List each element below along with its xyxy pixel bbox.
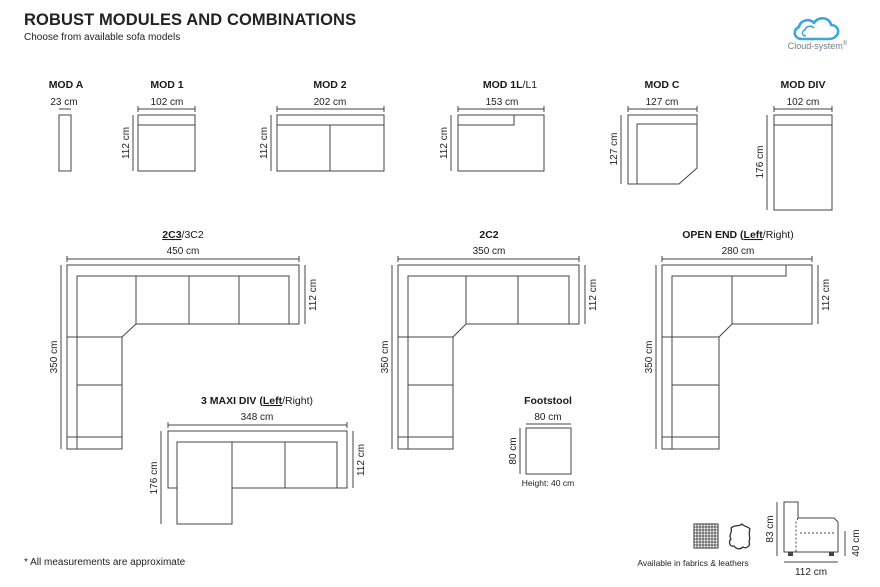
leather-hide-icon: [730, 524, 750, 549]
3-maxi-div-width: 348 cm: [240, 412, 274, 423]
mod-1-diagram: [121, 79, 195, 171]
page-title: ROBUST MODULES AND COMBINATIONS: [24, 11, 357, 29]
mod-c-depth: 127 cm: [609, 132, 620, 166]
open-end-length: 350 cm: [644, 340, 655, 374]
mod-2-diagram: [259, 79, 384, 171]
3-maxi-div-depth: 112 cm: [356, 443, 367, 477]
page-subtitle: Choose from available sofa models: [24, 32, 181, 43]
mod-c-width: 127 cm: [645, 97, 679, 108]
2c3-diagram: [49, 229, 319, 449]
2c2-depth: 112 cm: [588, 278, 599, 312]
footstool-diagram: [508, 395, 574, 488]
2c2-width: 350 cm: [472, 246, 506, 257]
2c2-diagram: [380, 229, 599, 449]
side-view-depth: 112 cm: [794, 567, 828, 578]
materials-block: [637, 524, 750, 568]
2c3-depth: 112 cm: [308, 278, 319, 312]
2c3-label: 2C3/3C2: [162, 229, 204, 241]
side-view-diagram: [765, 502, 862, 578]
3-maxi-div-diagram: [149, 395, 367, 524]
2c2-label: 2C2: [479, 229, 499, 241]
mod-1l-diagram: [439, 79, 544, 171]
mod-1-width: 102 cm: [150, 97, 184, 108]
mod-div-depth: 176 cm: [755, 145, 766, 179]
3-maxi-div-label: 3 MAXI DIV (Left/Right): [200, 395, 314, 407]
side-view-height: 83 cm: [765, 515, 776, 543]
open-end-depth: 112 cm: [821, 278, 832, 312]
mod-2-width: 202 cm: [313, 97, 347, 108]
footstool-depth: 80 cm: [508, 437, 519, 465]
open-end-diagram: [644, 229, 832, 449]
mod-a-width: 23 cm: [50, 97, 78, 108]
footstool-label: Footstool: [524, 395, 572, 407]
2c3-length: 350 cm: [49, 340, 60, 374]
mod-div-diagram: [755, 79, 832, 210]
mod-1l-label: MOD 1L/L1: [482, 79, 538, 91]
mod-1l-width: 153 cm: [485, 97, 519, 108]
open-end-width: 280 cm: [721, 246, 755, 257]
3-maxi-div-length: 176 cm: [149, 461, 160, 495]
mod-a-label: MOD A: [48, 79, 84, 91]
footstool-width: 80 cm: [534, 412, 562, 423]
footstool-height: Height: 40 cm: [521, 478, 575, 488]
mod-2-label: MOD 2: [313, 79, 347, 91]
footnote: * All measurements are approximate: [24, 557, 186, 568]
logo-text: Cloud-system®: [787, 41, 848, 51]
mod-1l-depth: 112 cm: [439, 126, 450, 160]
2c3-width: 450 cm: [166, 246, 200, 257]
mod-div-width: 102 cm: [786, 97, 820, 108]
mod-2-depth: 112 cm: [259, 126, 270, 160]
mod-div-label: MOD DIV: [780, 79, 826, 91]
2c2-length: 350 cm: [380, 340, 391, 374]
fabric-swatch-icon: [694, 524, 718, 548]
mod-1-depth: 112 cm: [121, 126, 132, 160]
materials-label: Available in fabrics & leathers: [637, 558, 749, 568]
mod-a-diagram: [49, 79, 84, 171]
mod-c-diagram: [609, 79, 697, 184]
open-end-label: OPEN END (Left/Right): [682, 229, 794, 241]
mod-c-label: MOD C: [644, 79, 680, 91]
mod-1-label: MOD 1: [150, 79, 184, 91]
side-view-seat-height: 40 cm: [851, 529, 862, 557]
